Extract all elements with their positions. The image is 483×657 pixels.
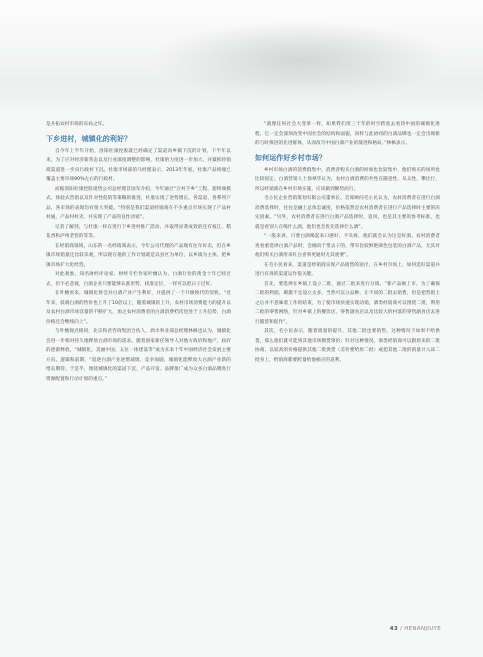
left-paragraph: 在叶檀看来，城镇化将会对白酒产业产生利好，并提供了一个升级换代的契机。“近年来，低端白酒的售价也上升了10倍以上，随着城镇的上升，农村市场消费能力的提升以及农村白酒市场容量的不断扩大，加之农村消费者的白酒消费档次也处于上升趋势，白酒价格还会继续向上”。 bbox=[46, 291, 231, 325]
right-paragraph: 毛小民企业营销策划有限公司董事长、首席顾问毛小民认为，农村消费者在进行白酒消费选择时，往往是融土总体忠诚度，价格依然是农村消费者在进行产品选择时主要的决定因素。“另外，农村消费者在进行白酒产品选择时，追风、也是其主要的参考标准，也就是看别人在喝什么酒，他们也会优先选择什么酒”。 bbox=[255, 196, 440, 230]
magazine-name: HENANJIUYE bbox=[404, 626, 441, 632]
left-paragraph: 在经销商领域，山东的一名经销商表示，今年公司代理的产品现有往年好卖，但在乡镇市场销量还比较乐观，所以现在他的工作计划就是以县区为单位，以乡镇为主体，把乡镇市场扩大化经营。 bbox=[46, 243, 231, 268]
page-number: 43 bbox=[389, 626, 399, 632]
left-paragraph: 对此观象，知名财经评论家、财经专栏作家叶檀认为，白酒行业的黄金十年已经过去，但不必悲观，白酒企业只要能够认准形势，找准定位，一样可以把日子过好。 bbox=[46, 272, 231, 287]
left-column bbox=[46, 120, 231, 384]
left-paragraph: 自今年上半年开始，洛阳杜康控股就已经确定了渠道向乡镇下沉的计划，下半年以来，为了应对经济新常态以及行业深度调整的影响，杜康的力度进一步加大，并紧抓经销商渠道进一步向行政村下沉。杜康市场部的马经理表示，2013年年底，杜康产品终端已覆盖主要市场90%左右的行政村。 bbox=[46, 148, 231, 182]
right-paragraph: 乡村市场白酒的消费群集中，消费者购买白酒的时间也比较集中，他们购买的场所也比较固定。白酒营销人士徐翠华认为，农村白酒消费的共性在随意性、从众性，攀比行，所以经销商在乡村市场实施，应该做到顺势而行。 bbox=[255, 167, 440, 192]
right-paragraph: 其次，毛小民表示，随着销量的提升，其他二批也要销售，这种情况下如果不给供货，那么他们就可能到其他市场倒货窜价；针对这种情况，酒类经销商可以跟原来的二批协商，以较高的价格提供其他二批供货（差价要给原二批）或把其他二批的销量计入该二批身上，给销商都要跨量给他相应的返利。 bbox=[255, 329, 440, 363]
right-paragraph: “一般来讲，只要白酒喝起来口感好，不头疼，他们就会认为这是好酒。农村消费者更看重选择白酒产品时，会倾向于带去子的，带有比较鲜艳颜色包装的白酒产品，尤其对他们购买白酒用来红白喜事更通时尤其重要”。 bbox=[255, 234, 440, 258]
right-paragraph: 在毛小民看来，渠道是经销商实现产品销售的途径，在乡村市场上，如何选好渠道并进行有效的渠道运作很关键。 bbox=[255, 262, 440, 277]
left-paragraph: 与叶檀观点相同，北京和君咨询集团合伙人、酒水事业部总经理林枫也认为，城镇化会进一步相对持久地释放白酒市场的需求。随着国家新任领导人对地方政府和地产，政府的逐渐释放，“城镇化、美丽中国、五位一体建设等”成为未来十年中国经济社会发展主要方向。逻辑和前期，“追逐白酒产业逆增减缓、竞争加剧，城镇化能释放大白酒产业新的增长期待。于是乎，围绕城镇化的渠道下沉，产品开发、品牌推广成为众多白酒品牌进行资源配置和行动计划的重点。” bbox=[46, 329, 231, 382]
right-column bbox=[255, 120, 440, 365]
left-paragraph: 记者了解到，与杜康一样在进行下乡进村推广活动、并取得显著成效的还有枝江、稻花香和泸州老窖的等等。 bbox=[46, 224, 231, 239]
section-heading-rural-market: 如何运作好乡村市场？ bbox=[255, 153, 326, 162]
left-lead-text: 是开拓农村市场的布局之年。 bbox=[46, 122, 108, 127]
right-lead-text: “就像任何社会大变革一样，如果我们用三十年的时空跨度去看待中国的城镇化进程，它一定会深刻改变中国社会的结构和面貌，同样与此协同的白酒品牌也一定会出现新的与时俱进的先进群体，从而改写中国白酒产业的演进和格局。”林枫表示。 bbox=[255, 122, 440, 146]
header-photo bbox=[0, 0, 483, 112]
right-paragraph: 首先，要选择在乡镇上设立二批，通过二批来进行分销。“新产品刚上市，为了确保二批的利润，刺激不宜设立太多，当然可以分品种，让不同的二批去销售，但是把营销上之后并不意味着工作的结束，为了使市场快速实现动销，酒类经销商可以围绕二批，利用二批的零售网络，针对乡镇上的餐饮店、零售副食店以及比较大的村落的零售副食店去进行铺货和促作”。 bbox=[255, 281, 440, 325]
page-footer: 43 / HENANJIUYE bbox=[389, 626, 441, 632]
section-heading-urbanization: 下乡进村，城镇化的利好？ bbox=[46, 134, 132, 143]
left-paragraph: 而据洛阳杜康控股销售公司总经理首国军介绍，今年通过“万村千乡”工程、超终端模式、体验式营销以及针对性促销等策略的推进，杜康实现了逆势增长，各渠道、各系列产品、各市场的表现均有很大突破。“特别是我们渠道经销商在不少重点市场实现了产品村村通，产品村村卖，并实现了产品的良性动销”。 bbox=[46, 186, 231, 220]
